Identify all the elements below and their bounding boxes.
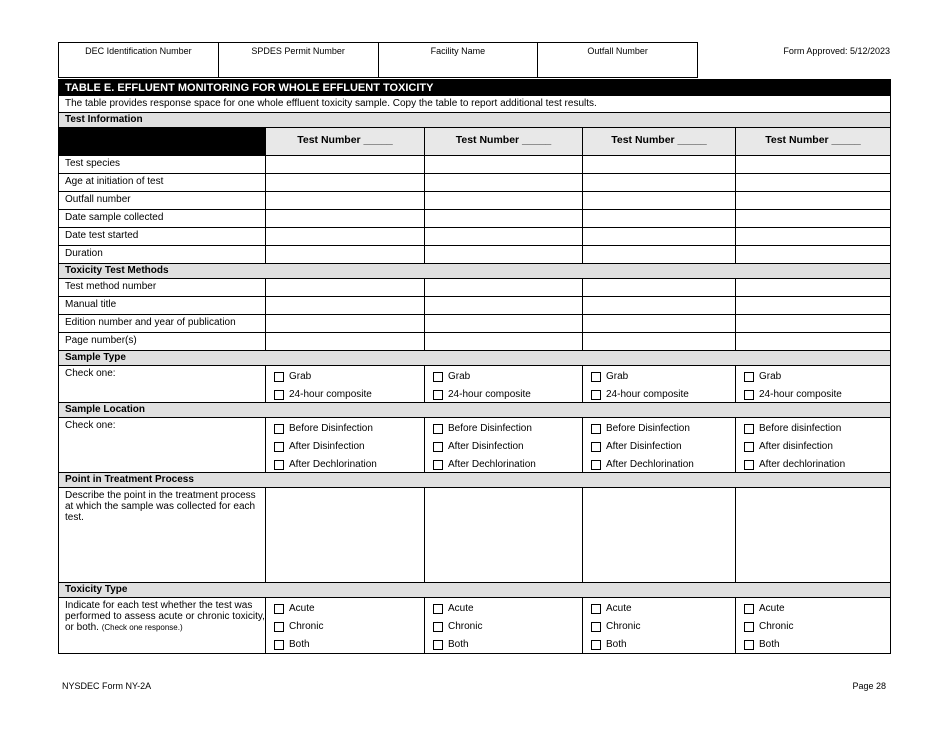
input-cell[interactable]	[583, 315, 736, 332]
section-point-in-treatment: Point in Treatment Process	[59, 473, 890, 488]
input-cell[interactable]	[583, 297, 736, 314]
check-one-note: (Check one response.)	[101, 623, 183, 632]
row-label: Date test started	[59, 228, 266, 245]
table-note: The table provides response space for one whole effluent toxicity sample. Copy the table to report additional test results.	[59, 96, 890, 113]
row-label: Outfall number	[59, 192, 266, 209]
section-sample-location: Sample Location	[59, 403, 890, 418]
row-label: Duration	[59, 246, 266, 263]
page-number: Page 28	[852, 681, 886, 691]
table-row	[59, 210, 890, 228]
grab-checkbox[interactable]: Grab	[744, 369, 890, 384]
checkbox-icon	[744, 622, 754, 632]
checkbox-icon	[433, 372, 443, 382]
section-sample-type: Sample Type	[59, 351, 890, 366]
sample-location-cell	[583, 418, 736, 472]
input-cell[interactable]	[583, 156, 736, 173]
checkbox-icon	[433, 604, 443, 614]
input-cell[interactable]	[425, 297, 583, 314]
checkbox-icon	[591, 372, 601, 382]
input-cell[interactable]	[266, 210, 425, 227]
input-cell[interactable]	[583, 279, 736, 296]
checkbox-icon	[274, 622, 284, 632]
composite-checkbox[interactable]: 24-hour composite	[274, 387, 424, 402]
checkbox-icon	[744, 390, 754, 400]
table-row	[59, 279, 890, 297]
row-label: Test method number	[59, 279, 266, 296]
row-label: Date sample collected	[59, 210, 266, 227]
row-label: Age at initiation of test	[59, 174, 266, 191]
after-disinfection-checkbox[interactable]: After Disinfection	[433, 439, 582, 454]
input-cell[interactable]	[425, 228, 583, 245]
input-cell[interactable]	[266, 279, 425, 296]
toxicity-type-cell	[266, 598, 425, 653]
toxicity-type-cell	[425, 598, 583, 653]
after-dechlorination-checkbox[interactable]: After Dechlorination	[591, 457, 735, 472]
input-cell[interactable]	[583, 192, 736, 209]
checkbox-icon	[274, 604, 284, 614]
sample-type-cell	[736, 366, 890, 402]
input-cell[interactable]	[425, 279, 583, 296]
sample-location-cell	[736, 418, 890, 472]
wet-table	[58, 79, 891, 654]
checkbox-icon	[274, 372, 284, 382]
chronic-checkbox[interactable]: Chronic	[591, 619, 735, 634]
input-cell[interactable]	[583, 174, 736, 191]
sample-location-row	[59, 418, 890, 473]
checkbox-icon	[591, 604, 601, 614]
row-label: Check one:	[59, 366, 266, 402]
both-checkbox[interactable]: Both	[591, 637, 735, 652]
row-label: Check one:	[59, 418, 266, 472]
checkbox-icon	[591, 622, 601, 632]
table-row	[59, 246, 890, 264]
input-cell[interactable]	[583, 333, 736, 350]
checkbox-icon	[591, 390, 601, 400]
checkbox-icon	[274, 390, 284, 400]
input-cell[interactable]	[425, 333, 583, 350]
input-cell[interactable]	[425, 192, 583, 209]
input-cell[interactable]	[583, 488, 736, 582]
row-label: Indicate for each test whether the test was performed to assess acute or chronic toxicity, or both. (Check one response.)	[59, 598, 266, 653]
checkbox-icon	[433, 622, 443, 632]
input-cell[interactable]	[425, 210, 583, 227]
composite-checkbox[interactable]: 24-hour composite	[591, 387, 735, 402]
input-cell[interactable]	[425, 156, 583, 173]
toxicity-type-row	[59, 598, 890, 653]
after-dechlorination-checkbox[interactable]: After Dechlorination	[274, 457, 424, 472]
sample-location-cell	[425, 418, 583, 472]
input-cell[interactable]	[736, 279, 890, 296]
section-toxicity-test-methods: Toxicity Test Methods	[59, 264, 890, 279]
before-disinfection-checkbox[interactable]: Before Disinfection	[274, 421, 424, 436]
input-cell[interactable]	[583, 246, 736, 263]
row-label: Page number(s)	[59, 333, 266, 350]
checkbox-icon	[591, 424, 601, 434]
section-test-information: Test Information	[59, 113, 890, 128]
input-cell[interactable]	[736, 488, 890, 582]
input-cell[interactable]	[583, 210, 736, 227]
input-cell[interactable]	[266, 315, 425, 332]
checkbox-icon	[433, 442, 443, 452]
input-cell[interactable]	[736, 210, 890, 227]
checkbox-icon	[274, 424, 284, 434]
composite-checkbox[interactable]: 24-hour composite	[433, 387, 582, 402]
after-dechlorination-checkbox[interactable]: After Dechlorination	[433, 457, 582, 472]
checkbox-icon	[274, 460, 284, 470]
input-cell[interactable]	[736, 192, 890, 209]
chronic-checkbox[interactable]: Chronic	[274, 619, 424, 634]
facility-name-field[interactable]: Facility Name	[379, 43, 539, 77]
sample-type-cell	[266, 366, 425, 402]
checkbox-icon	[591, 460, 601, 470]
form-approved-date: Form Approved: 5/12/2023	[783, 46, 890, 56]
before-disinfection-checkbox[interactable]: Before Disinfection	[433, 421, 582, 436]
sample-type-cell	[583, 366, 736, 402]
acute-checkbox[interactable]: Acute	[433, 601, 582, 616]
table-row	[59, 156, 890, 174]
sample-type-cell	[425, 366, 583, 402]
table-row	[59, 228, 890, 246]
both-checkbox[interactable]: Both	[744, 637, 890, 652]
column-header-row	[59, 128, 890, 156]
checkbox-icon	[744, 442, 754, 452]
input-cell[interactable]	[266, 156, 425, 173]
sample-type-row	[59, 366, 890, 403]
input-cell[interactable]	[736, 228, 890, 245]
after-dechlorination-checkbox[interactable]: After dechlorination	[744, 457, 890, 472]
toxicity-type-cell	[583, 598, 736, 653]
input-cell[interactable]	[266, 192, 425, 209]
checkbox-icon	[274, 640, 284, 650]
input-cell[interactable]	[583, 228, 736, 245]
grab-checkbox[interactable]: Grab	[591, 369, 735, 384]
acute-checkbox[interactable]: Acute	[744, 601, 890, 616]
spdes-permit-field[interactable]: SPDES Permit Number	[219, 43, 379, 77]
input-cell[interactable]	[736, 174, 890, 191]
test-number-header-1: Test Number _____	[266, 128, 425, 155]
test-number-header-2: Test Number _____	[425, 128, 583, 155]
input-cell[interactable]	[425, 246, 583, 263]
treatment-row	[59, 488, 890, 583]
form-number: NYSDEC Form NY-2A	[62, 681, 152, 691]
table-row	[59, 333, 890, 351]
input-cell[interactable]	[266, 488, 425, 582]
toxicity-type-cell	[736, 598, 890, 653]
input-cell[interactable]	[266, 228, 425, 245]
table-title: TABLE E. EFFLUENT MONITORING FOR WHOLE EFFLUENT TOXICITY	[59, 80, 890, 96]
checkbox-icon	[591, 442, 601, 452]
input-cell[interactable]	[266, 333, 425, 350]
input-cell[interactable]	[266, 246, 425, 263]
input-cell[interactable]	[736, 156, 890, 173]
input-cell[interactable]	[425, 315, 583, 332]
checkbox-icon	[591, 640, 601, 650]
before-disinfection-checkbox[interactable]: Before disinfection	[744, 421, 890, 436]
after-disinfection-checkbox[interactable]: After disinfection	[744, 439, 890, 454]
acute-checkbox[interactable]: Acute	[274, 601, 424, 616]
input-cell[interactable]	[425, 488, 583, 582]
input-cell[interactable]	[425, 174, 583, 191]
header-blank-cell	[59, 128, 266, 155]
input-cell[interactable]	[736, 246, 890, 263]
chronic-checkbox[interactable]: Chronic	[433, 619, 582, 634]
checkbox-icon	[744, 604, 754, 614]
sample-location-cell	[266, 418, 425, 472]
composite-checkbox[interactable]: 24-hour composite	[744, 387, 890, 402]
checkbox-icon	[744, 460, 754, 470]
input-cell[interactable]	[736, 297, 890, 314]
checkbox-icon	[744, 372, 754, 382]
input-cell[interactable]	[266, 174, 425, 191]
checkbox-icon	[433, 460, 443, 470]
checkbox-icon	[744, 424, 754, 434]
input-cell[interactable]	[736, 315, 890, 332]
checkbox-icon	[744, 640, 754, 650]
input-cell[interactable]	[266, 297, 425, 314]
table-row	[59, 297, 890, 315]
checkbox-icon	[433, 390, 443, 400]
table-row	[59, 192, 890, 210]
checkbox-icon	[433, 640, 443, 650]
header-id-fields	[58, 42, 698, 78]
test-number-header-4: Test Number _____	[736, 128, 890, 155]
after-disinfection-checkbox[interactable]: After Disinfection	[591, 439, 735, 454]
row-label: Test species	[59, 156, 266, 173]
table-row	[59, 315, 890, 333]
table-row	[59, 174, 890, 192]
test-number-header-3: Test Number _____	[583, 128, 736, 155]
both-checkbox[interactable]: Both	[433, 637, 582, 652]
input-cell[interactable]	[736, 333, 890, 350]
row-label: Edition number and year of publication	[59, 315, 266, 332]
checkbox-icon	[274, 442, 284, 452]
before-disinfection-checkbox[interactable]: Before Disinfection	[591, 421, 735, 436]
row-label: Manual title	[59, 297, 266, 314]
chronic-checkbox[interactable]: Chronic	[744, 619, 890, 634]
section-toxicity-type: Toxicity Type	[59, 583, 890, 598]
row-label: Describe the point in the treatment process at which the sample was collected for each test.	[59, 488, 266, 582]
outfall-number-field[interactable]: Outfall Number	[587, 46, 648, 56]
grab-checkbox[interactable]: Grab	[274, 369, 424, 384]
grab-checkbox[interactable]: Grab	[433, 369, 582, 384]
after-disinfection-checkbox[interactable]: After Disinfection	[274, 439, 424, 454]
acute-checkbox[interactable]: Acute	[591, 601, 735, 616]
both-checkbox[interactable]: Both	[274, 637, 424, 652]
checkbox-icon	[433, 424, 443, 434]
dec-id-field[interactable]: DEC Identification Number	[59, 43, 219, 77]
